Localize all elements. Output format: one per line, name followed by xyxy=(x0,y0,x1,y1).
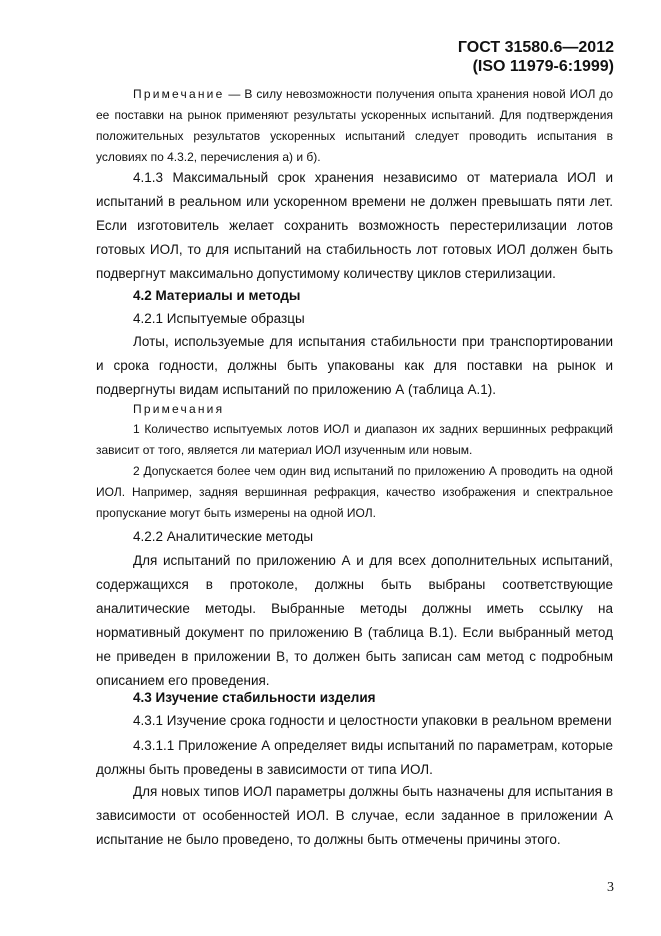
section-heading-4-3: 4.3 Изучение стабильности изделия xyxy=(133,690,376,705)
subsection-heading-4-2-1: 4.2.1 Испытуемые образцы xyxy=(133,311,305,326)
iso-reference: (ISO 11979-6:1999) xyxy=(472,58,614,75)
paragraph-methods: Для испытаний по приложению А и для всех дополнительных испытаний, содержащихся в протоколе, должны быть выбраны соответствующие аналитические методы. Выбранные методы должны иметь ссылку на нормативный документ по приложению В (таблица В.1). Если выбранный метод не приведен в приложении В, то должен быть записан сам метод с подробным описанием его проведения. xyxy=(96,553,613,688)
note-paragraph xyxy=(96,84,613,168)
subsection-heading-4-2-2: 4.2.2 Аналитические методы xyxy=(133,529,314,544)
subsection-heading-4-3-1: 4.3.1 Изучение срока годности и целостности упаковки в реальном времени xyxy=(133,713,612,728)
section-heading-4-2: 4.2 Материалы и методы xyxy=(133,288,301,303)
note-dash: — xyxy=(224,87,245,101)
note-text: В силу невозможности получения опыта хранения новой ИОЛ до ее поставки на рынок применяют результаты ускоренных испытаний. Для подтверждения положительных результатов ускоренных испытаний следует проводить испытания в условиях по 4.3.2, перечисления а) и б). xyxy=(96,87,614,164)
paragraph-4-3-1-1: 4.3.1.1 Приложение А определяет виды испытаний по параметрам, которые должны быть проведены в зависимости от типа ИОЛ. xyxy=(96,738,613,777)
page-number: 3 xyxy=(607,880,614,895)
note-label: Примечание xyxy=(133,87,225,101)
paragraph-new-types: Для новых типов ИОЛ параметры должны быть назначены для испытания в зависимости от особенностей ИОЛ. В случае, если заданное в приложении А испытание не было проведено, то должны быть отмечены причины этого. xyxy=(96,784,613,847)
note-item-2: 2 Допускается более чем один вид испытаний по приложению А проводить на одной ИОЛ. Например, задняя вершинная рефракция, качество изображения и спектральное пропускание могут быть измерены на одной ИОЛ. xyxy=(96,464,613,520)
paragraph-4-1-3: 4.1.3 Максимальный срок хранения независимо от материала ИОЛ и испытаний в реальном или ускоренном времени не должен превышать пяти лет. Если изготовитель желает сохранить возможность перестерилизации лотов готовых ИОЛ, то для испытаний на стабильность лот готовых ИОЛ должен быть подвергнут максимально допустимому количеству циклов стерилизации. xyxy=(96,170,613,281)
note-item-1: 1 Количество испытуемых лотов ИОЛ и диапазон их задних вершинных рефракций зависит от того, является ли материал ИОЛ изученным или новым. xyxy=(96,422,613,457)
notes-label: Примечания xyxy=(133,402,225,416)
standard-number: ГОСТ 31580.6—2012 xyxy=(457,39,614,56)
paragraph-lots: Лоты, используемые для испытания стабильности при транспортировании и срока годности, должны быть упакованы как для поставки на рынок и подвергнуты видам испытаний по приложению А (таблица А.1). xyxy=(96,334,613,397)
